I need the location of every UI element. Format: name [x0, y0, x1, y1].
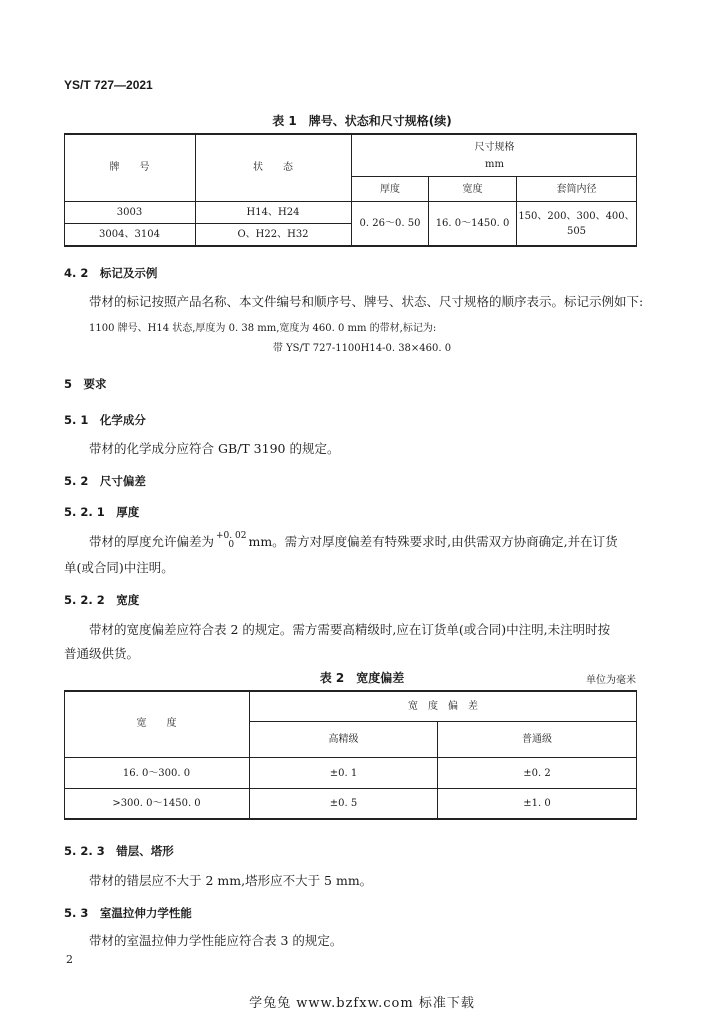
section-5-2-1-paragraph-line1	[89, 530, 618, 554]
table1-header-core-diameter: 套筒内径	[556, 183, 597, 195]
section-4-2-paragraph: 带材的标记按照产品名称、本文件编号和顺序号、牌号、状态、尺寸规格的顺序表示。标记示例如下:	[89, 294, 644, 309]
section-5-2-2-paragraph-line2: 普通级供货。	[64, 646, 140, 661]
table1-caption: 表 1 牌号、状态和尺寸规格(续)	[272, 114, 452, 128]
table1-width-value: 16. 0～1450. 0	[435, 218, 510, 229]
table1-header-dimensions: 尺寸规格	[474, 141, 515, 153]
table2-caption: 表 2 宽度偏差	[319, 671, 405, 685]
table2-row2-normal: ±1. 0	[523, 798, 551, 809]
table2-row2-width: >300. 0～1450. 0	[112, 798, 201, 809]
table2-header-deviation: 宽 度 偏 差	[408, 701, 478, 712]
section-5-2-1-paragraph-line2: 单(或合同)中注明。	[64, 560, 174, 575]
table1-header-dimensions-unit: mm	[485, 158, 504, 170]
tolerance-lower: 0	[228, 539, 235, 550]
table2-header-normal: 普通级	[522, 734, 552, 745]
section-5-2-3-paragraph: 带材的错层应不大于 2 mm,塔形应不大于 5 mm。	[89, 873, 373, 888]
document-code: YS/T 727—2021	[64, 78, 153, 92]
table1-row1-temper: H14、H24	[246, 207, 300, 218]
section-4-2-mark: 带 YS/T 727-1100H14-0. 38×460. 0	[272, 343, 452, 354]
table2-row1-width: 16. 0～300. 0	[122, 767, 191, 779]
section-5-2-1-heading: 5. 2. 1 厚度	[64, 505, 140, 519]
table1-header-grade: 牌 号	[109, 161, 150, 173]
table1-thickness-value: 0. 26～0. 50	[359, 218, 421, 229]
section-5-3-paragraph: 带材的室温拉伸力学性能应符合表 3 的规定。	[89, 933, 343, 948]
section-5-heading: 5 要求	[64, 377, 107, 391]
section-5-2-3-heading: 5. 2. 3 错层、塔形	[64, 844, 174, 858]
table1-header-thickness: 厚度	[380, 183, 400, 195]
table1-row1-grade: 3003	[116, 207, 143, 218]
page-number: 2	[66, 953, 73, 966]
section-4-2-example: 1100 牌号、H14 状态,厚度为 0. 38 mm,宽度为 460. 0 mm 的带材,标记为:	[89, 323, 437, 334]
table1-header-temper: 状 态	[253, 161, 293, 173]
section-5-2-heading: 5. 2 尺寸偏差	[64, 474, 146, 488]
table2-unit: 单位为毫米	[586, 675, 636, 686]
thickness-tolerance-text-a: 带材的厚度允许偏差为	[89, 534, 215, 549]
table2-row1-normal: ±0. 2	[523, 767, 551, 779]
table2	[64, 690, 637, 820]
table1-row2-temper: O、H22、H32	[237, 229, 309, 240]
table1	[64, 133, 637, 247]
tolerance-upper: +0. 02	[216, 530, 247, 541]
section-5-2-2-heading: 5. 2. 2 宽度	[64, 593, 140, 607]
table1-core-diameter-value: 150、200、300、400、505	[518, 210, 635, 237]
section-4-2-heading: 4. 2 标记及示例	[64, 266, 158, 280]
table1-row2-grade: 3004、3104	[99, 229, 160, 240]
table2-row1-high: ±0. 1	[329, 767, 358, 779]
section-5-1-paragraph: 带材的化学成分应符合 GB/T 3190 的规定。	[89, 441, 340, 456]
section-5-1-heading: 5. 1 化学成分	[64, 413, 146, 427]
table1-header-width: 宽度	[462, 183, 483, 195]
table2-header-high-precision: 高精级	[328, 734, 359, 745]
table2-header-width: 宽 度	[136, 718, 177, 729]
footer-watermark: 学兔兔 www.bzfxw.com 标准下载	[249, 996, 475, 1011]
thickness-tolerance-text-b: mm。需方对厚度偏差有特殊要求时,由供需双方协商确定,并在订货	[248, 534, 618, 549]
section-5-3-heading: 5. 3 室温拉伸力学性能	[64, 906, 192, 920]
thickness-tolerance	[216, 532, 246, 550]
table2-row2-high: ±0. 5	[329, 798, 358, 809]
section-5-2-2-paragraph-line1: 带材的宽度偏差应符合表 2 的规定。需方需要高精级时,应在订货单(或合同)中注明,未注明时按	[89, 622, 611, 637]
